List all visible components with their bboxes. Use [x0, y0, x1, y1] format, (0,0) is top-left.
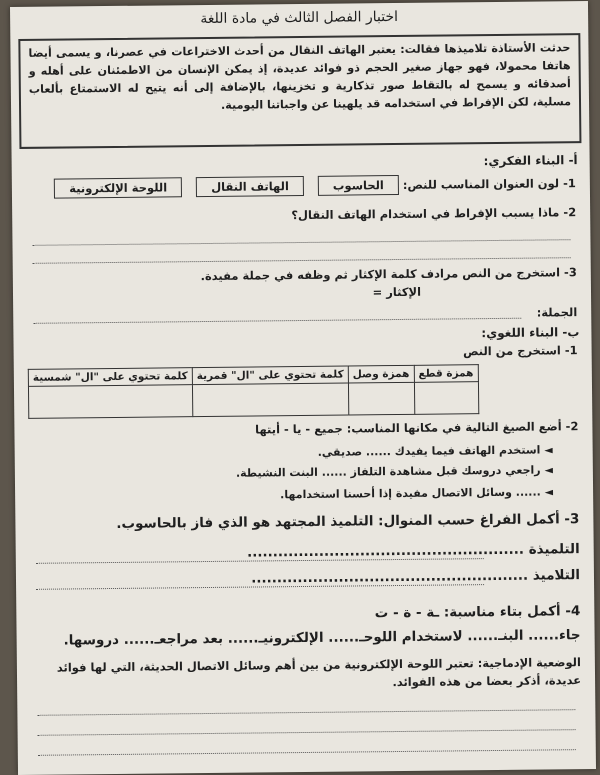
fill-sentence-1: ◄ استخدم الهاتف فيما يفيدك ...... صديقي. [317, 443, 553, 459]
question-a3: 3- استخرج من النص مرادف كلمة الإكثار ثم وظفه في جملة مفيدة. [200, 265, 577, 284]
question-b2: 2- أضع الصيغ التالية في مكانها المناسب: جميع - يا - أيتها [255, 419, 579, 437]
integration-text: تعتبر اللوحة الإلكترونية من بين أهم وسائل الاتصال الحديثة، التي لها فوائد عديدة، أذكر بعضا من هذه الفوائد. [56, 656, 582, 690]
plural-item-2: التلاميذ ...................................................... [251, 567, 581, 587]
synonym-prompt: الإكثار = [372, 284, 422, 300]
table-header: كلمة تحتوي على "ال" قمرية [192, 366, 348, 385]
title-option-2: الهاتف النقال [196, 176, 304, 197]
table-cell [192, 383, 348, 417]
table-cell [414, 382, 478, 415]
plural-item-1: التلميذة ...................................................... [246, 541, 580, 561]
answer-line [37, 709, 575, 716]
section-comprehension: أ- البناء الفكري: [483, 153, 578, 169]
answer-line [32, 239, 570, 246]
exam-title: اختبار الفصل الثالث في مادة اللغة [200, 8, 399, 28]
question-a2: 2- ماذا يسبب الإفراط في استخدام الهاتف النقال؟ [291, 205, 577, 223]
table-header: همزة وصل [348, 365, 414, 383]
question-a1-text: 1- لون العنوان المناسب للنص: [402, 176, 576, 192]
integration-label: الوضعية الإدماجية: [477, 655, 581, 671]
question-a1 [26, 173, 576, 199]
table-header: كلمة تحتوي على "ال" شمسية [28, 368, 192, 387]
question-b1: 1- استخرج من النص [462, 343, 578, 359]
exam-sheet [10, 1, 596, 775]
table-header: همزة قطع [414, 365, 478, 383]
table-cell [348, 382, 414, 415]
fill-sentence-3: ◄ ...... وسائل الاتصال مفيدة إذا أحسنا استخدامها. [280, 485, 554, 502]
reading-passage: حدثت الأستاذة تلاميذها فقالت: يعتبر الهاتف النقال من أحدث الاختراعات في عصرنا، و يسمى أيضا هاتفا محمولا، فهو جهاز صغير الحجم ذو فوائد عديدة، إذ يمكن الإنسان من الاطمئنان على أهله و أصدقائه و يسمح له بالتقاط صور تذكارية و تخزينها، بالإضافة إلى أنه يتيح له الاستمتاع بألعاب مسلية، لكن الإفراط في استخدامه قد يلهينا عن واجباتنا اليومية. [18, 33, 581, 149]
fill-letters-sentence: جاء...... البنـ...... لاستخدام اللوحـ...... الإلكترونيـ...... بعد مراجعـ...... دروسها. [63, 627, 581, 649]
extraction-table [28, 364, 479, 419]
answer-line [38, 729, 576, 736]
question-b3: 3- أكمل الفراغ حسب المنوال: التلميذ المجتهد هو الذي فاز بالحاسوب. [116, 511, 580, 532]
table-cell [28, 385, 192, 419]
sentence-label: الجملة: [536, 305, 578, 320]
title-option-1: الحاسوب [318, 175, 399, 196]
answer-line [33, 257, 571, 264]
question-b4: 4- أكمل بتاء مناسبة: ـة - ة - ت [374, 603, 581, 622]
integration-task [31, 653, 581, 695]
answer-line [38, 749, 576, 756]
fill-sentence-2: ◄ راجعي دروسك قبل مشاهدة التلفاز ...... البنت النشيطة. [235, 463, 553, 480]
title-option-3: اللوحة الإلكترونية [54, 177, 182, 198]
section-language: ب- البناء اللغوي: [481, 325, 580, 341]
